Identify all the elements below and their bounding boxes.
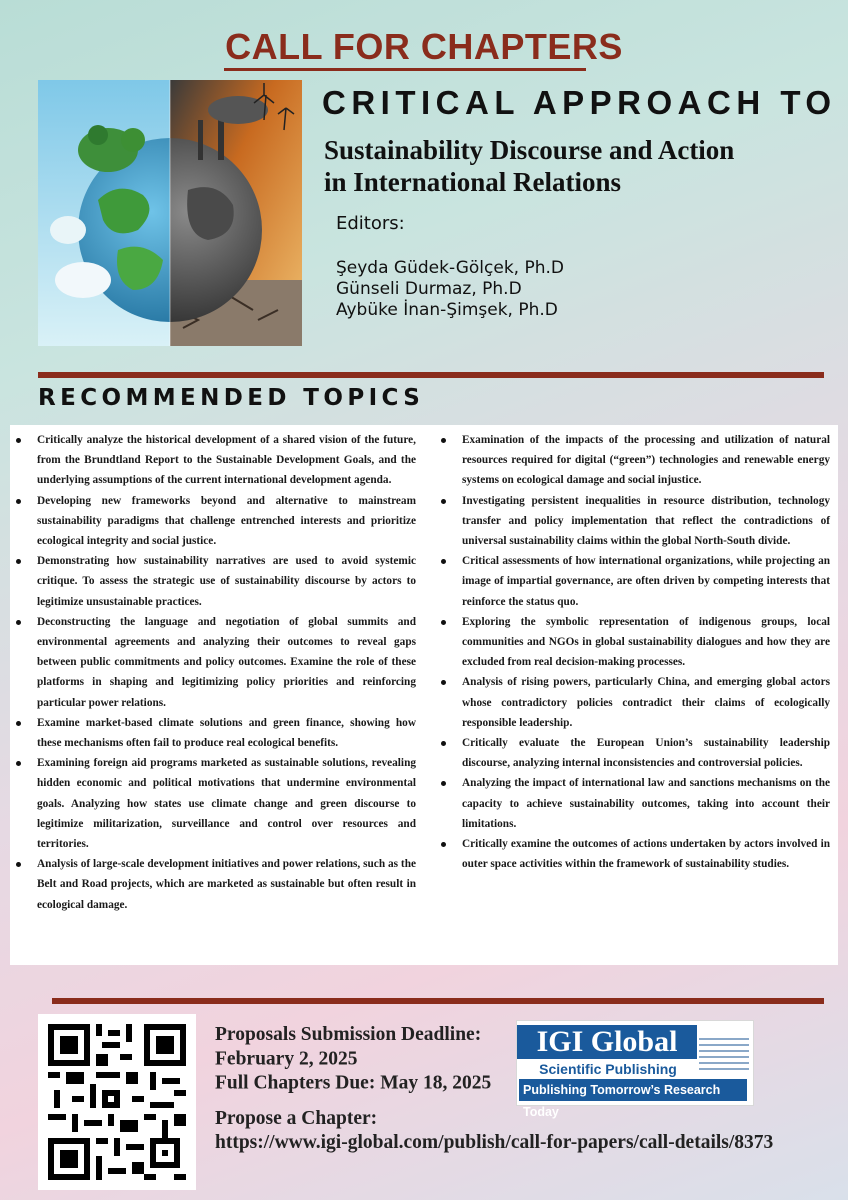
list-item: Demonstrating how sustainability narratives are used to avoid systemic critique. To assess the strategic use of sustainability discourse by actors to legitimize unsustainable practices. xyxy=(12,551,416,612)
deadline-label: Proposals Submission Deadline: xyxy=(215,1023,482,1046)
call-for-chapters-heading: CALL FOR CHAPTERS xyxy=(225,26,623,67)
publisher-name: IGI Global xyxy=(517,1025,697,1059)
editor-name: Şeyda Güdek-Gölçek, Ph.D xyxy=(336,258,564,278)
divider-top xyxy=(38,372,824,378)
list-item: Critically examine the outcomes of actions undertaken by actors involved in outer space activities within the framework of sustainability studies. xyxy=(437,834,830,874)
editor-name: Günseli Durmaz, Ph.D xyxy=(336,279,522,299)
list-item: Analyzing the impact of international law and sanctions mechanisms on the capacity to achieve sustainability outcomes, taking into account their limitations. xyxy=(437,773,830,834)
book-title-line1: CRITICAL APPROACH TO xyxy=(322,84,837,121)
list-item: Exploring the symbolic representation of indigenous groups, local communities and NGOs in global sustainability dialogues and how they are excluded from real decision-making processes. xyxy=(437,612,830,673)
list-item: Analysis of rising powers, particularly China, and emerging global actors whose contradictory policies contradict their claims of ecologically responsible leadership. xyxy=(437,672,830,733)
qr-code[interactable] xyxy=(38,1014,196,1190)
topics-panel xyxy=(10,425,838,965)
igi-global-logo[interactable] xyxy=(516,1020,754,1119)
heading-underline xyxy=(224,68,586,71)
list-item: Analysis of large-scale development initiatives and power relations, such as the Belt and Road projects, which are marketed as sustainable but often result in ecological damage. xyxy=(12,854,416,915)
list-item: Investigating persistent inequalities in resource distribution, technology transfer and policy implementation that reflect the contradictions of universal sustainability claims within the global North-South divide. xyxy=(437,491,830,552)
list-item: Deconstructing the language and negotiation of global summits and environmental agreements and analyzing their outcomes to reveal gaps between public commitments and policy outcomes. Examine the role of these platforms in shaping and legitimizing policy priorities and reinforcing particular power relations. xyxy=(12,612,416,713)
publisher-subtitle: Scientific Publishing xyxy=(539,1061,677,1077)
topics-left-column xyxy=(12,430,416,915)
editors-list xyxy=(336,258,564,321)
full-chapters-due: Full Chapters Due: May 18, 2025 xyxy=(215,1071,492,1094)
propose-label: Propose a Chapter: xyxy=(215,1108,378,1129)
deadline-block xyxy=(215,1022,491,1094)
book-title-line3: in International Relations xyxy=(324,167,622,197)
list-item: Critical assessments of how international organizations, while projecting an image of impartial governance, are often driven by competing interests that reinforce the status quo. xyxy=(437,551,830,612)
list-item: Developing new frameworks beyond and alternative to mainstream sustainability paradigms that challenge entrenched interests and prioritize ecological integrity and social justice. xyxy=(12,491,416,552)
logo-lines-icon xyxy=(699,1035,749,1075)
cover-image xyxy=(38,80,302,346)
book-title-subtitle xyxy=(324,134,824,198)
editor-name: Aybüke İnan-Şimşek, Ph.D xyxy=(336,300,558,320)
propose-block xyxy=(215,1107,773,1155)
book-title-line2: Sustainability Discourse and Action xyxy=(324,135,735,165)
proposal-url-link[interactable]: https://www.igi-global.com/publish/call-for-papers/call-details/8373 xyxy=(215,1132,774,1153)
publisher-tagline: Publishing Tomorrow’s Research Today xyxy=(519,1079,747,1101)
list-item: Examining foreign aid programs marketed as sustainable solutions, revealing hidden economic and political motivations that undermine environmental goals. Analyzing how states use climate change and green discourse to legitimize militarization, surveillance and control over resources and territories. xyxy=(12,753,416,854)
deadline-date: February 2, 2025 xyxy=(215,1047,358,1070)
list-item: Examine market-based climate solutions and green finance, showing how these mechanisms often fail to produce real ecological benefits. xyxy=(12,713,416,753)
qr-code-icon xyxy=(48,1024,186,1180)
divider-bottom xyxy=(52,998,824,1004)
list-item: Critically evaluate the European Union’s sustainability leadership discourse, analyzing internal inconsistencies and controversial policies. xyxy=(437,733,830,773)
list-item: Critically analyze the historical development of a shared vision of the future, from the Brundtland Report to the Sustainable Development Goals, and the underlying assumptions of the current international development agenda. xyxy=(12,430,416,491)
editors-label: Editors: xyxy=(336,213,405,234)
topics-right-column xyxy=(437,430,830,874)
recommended-topics-heading: RECOMMENDED TOPICS xyxy=(38,385,425,411)
list-item: Examination of the impacts of the processing and utilization of natural resources required for digital (“green”) technologies and renewable energy systems on ecological damage and social injustice. xyxy=(437,430,830,491)
